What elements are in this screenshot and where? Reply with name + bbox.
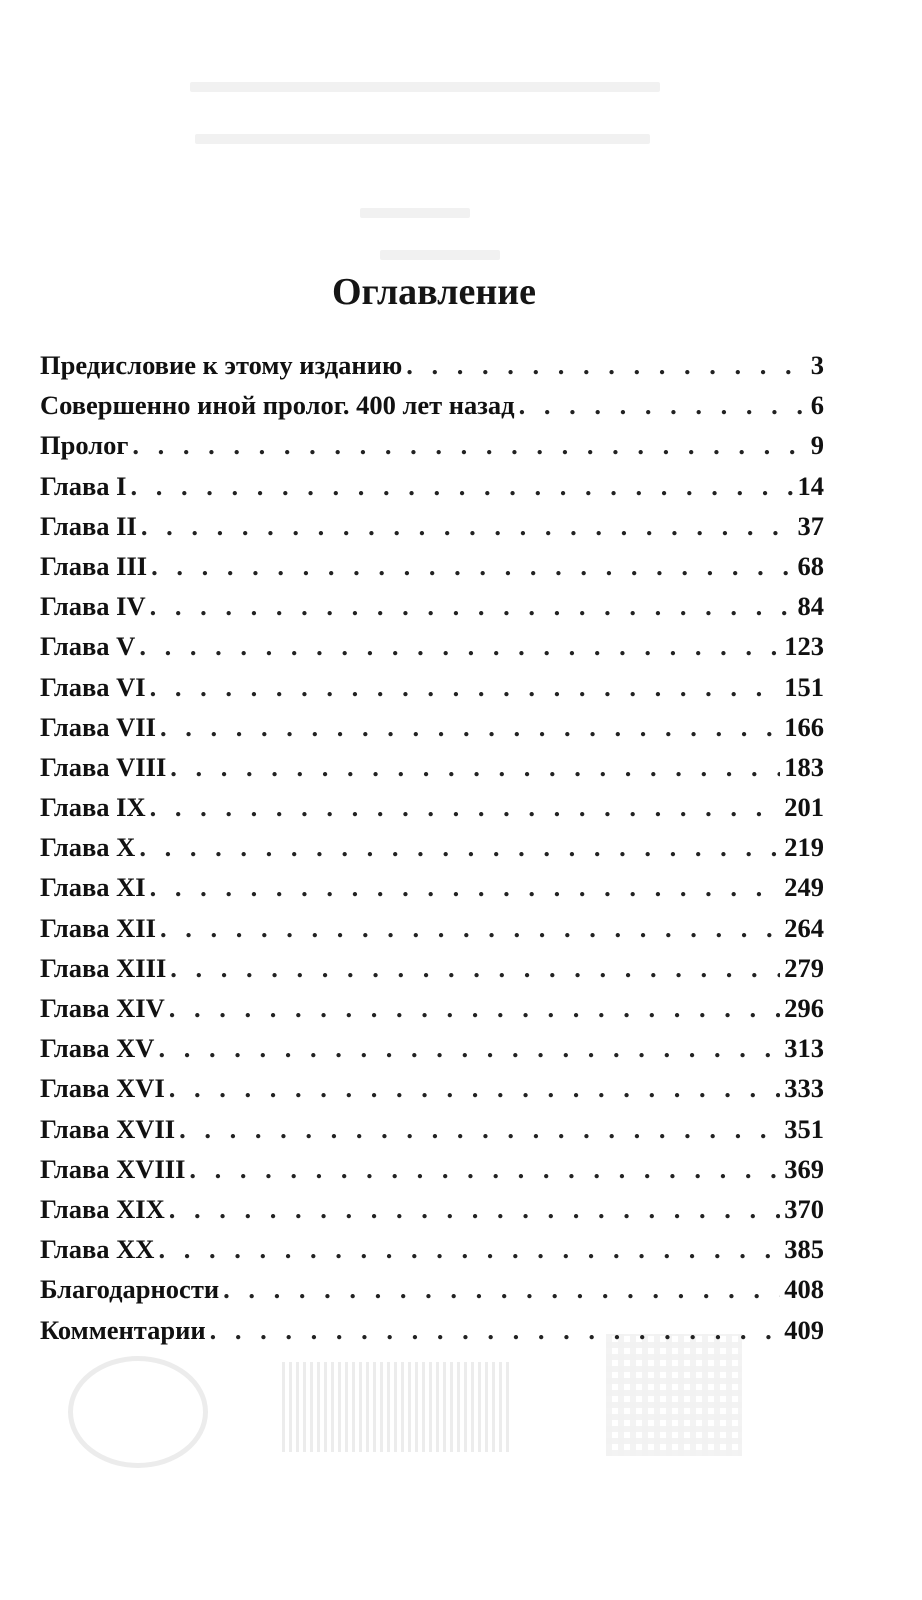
toc-entry-label: Глава XVI	[40, 1073, 165, 1104]
toc-leader-dots	[150, 667, 781, 707]
toc-leader-dots	[151, 546, 793, 586]
toc-entry-page-number: 385	[784, 1234, 824, 1265]
toc-entry	[40, 867, 824, 907]
toc-entry-page-number: 279	[784, 952, 824, 983]
toc-entry	[40, 385, 824, 425]
toc-entry-page-number: 264	[784, 912, 824, 943]
toc-entry	[40, 667, 824, 707]
toc-entry-page-number: 84	[797, 591, 824, 622]
toc-entry	[40, 425, 824, 465]
toc-leader-dots	[158, 1229, 780, 1269]
toc-entry	[40, 1269, 824, 1309]
toc-entry-page-number: 370	[784, 1193, 824, 1224]
toc-entry	[40, 1189, 824, 1229]
toc-leader-dots	[141, 506, 794, 546]
toc-entry-page-number: 201	[784, 792, 824, 823]
toc-entry	[40, 1229, 824, 1269]
toc-list	[40, 345, 824, 1350]
toc-entry-page-number: 351	[784, 1113, 824, 1144]
toc-leader-dots	[189, 1149, 780, 1189]
toc-entry-page-number: 408	[784, 1274, 824, 1305]
toc-leader-dots	[179, 1109, 780, 1149]
toc-leader-dots	[160, 707, 780, 747]
toc-entry	[40, 948, 824, 988]
toc-entry-page-number: 409	[784, 1314, 824, 1345]
toc-entry-page-number: 296	[784, 993, 824, 1023]
toc-entry-page-number: 6	[810, 390, 824, 421]
toc-leader-dots	[223, 1269, 780, 1309]
toc-entry	[40, 626, 824, 666]
show-through-line	[195, 134, 650, 144]
toc-entry-label: Комментарии	[40, 1314, 206, 1345]
toc-entry-label: Глава XIX	[40, 1193, 165, 1224]
toc-entry-page-number: 219	[784, 832, 824, 863]
toc-leader-dots	[169, 1068, 780, 1108]
toc-entry	[40, 707, 824, 747]
toc-entry-label: Глава XIII	[40, 952, 167, 983]
toc-leader-dots	[158, 1028, 780, 1068]
toc-entry-label: Благодарности	[40, 1274, 220, 1305]
toc-entry-label: Пролог	[40, 430, 129, 461]
toc-entry-page-number: 37	[797, 510, 824, 541]
toc-leader-dots	[132, 425, 806, 465]
toc-entry-label: Глава XIV	[40, 993, 165, 1023]
toc-leader-dots	[210, 1310, 781, 1350]
toc-entry-page-number: 123	[784, 631, 824, 662]
toc-entry-label: Глава I	[40, 470, 127, 501]
show-through-barcode	[282, 1362, 510, 1452]
toc-entry	[40, 586, 824, 626]
toc-leader-dots	[170, 747, 780, 787]
toc-entry-label: Глава III	[40, 550, 148, 581]
toc-entry	[40, 908, 824, 948]
show-through-qr-code	[606, 1334, 742, 1456]
toc-entry-label: Глава XV	[40, 1033, 155, 1064]
toc-entry	[40, 747, 824, 787]
toc-entry-page-number: 68	[797, 550, 824, 581]
toc-entry-label: Глава XI	[40, 872, 146, 903]
toc-entry	[40, 506, 824, 546]
toc-entry-page-number: 151	[784, 671, 824, 702]
toc-entry-page-number: 9	[810, 430, 824, 461]
toc-entry	[40, 1068, 824, 1108]
toc-entry-page-number: 14	[797, 470, 824, 501]
toc-entry-page-number: 333	[784, 1073, 824, 1104]
toc-entry-label: Глава XII	[40, 912, 156, 943]
toc-entry-label: Глава V	[40, 631, 136, 662]
toc-leader-dots	[139, 827, 780, 867]
toc-entry	[40, 787, 824, 827]
toc-entry-label: Совершенно иной пролог. 400 лет назад	[40, 390, 515, 421]
toc-leader-dots	[150, 586, 794, 626]
toc-entry	[40, 1149, 824, 1189]
toc-entry	[40, 466, 824, 506]
toc-entry-page-number: 249	[784, 872, 824, 903]
toc-entry	[40, 345, 824, 385]
show-through-line	[360, 208, 470, 218]
show-through-line	[190, 82, 660, 92]
toc-leader-dots	[131, 466, 794, 506]
toc-leader-dots	[169, 1189, 780, 1229]
toc-entry-label: Глава II	[40, 510, 137, 541]
toc-leader-dots	[519, 385, 807, 425]
toc-leader-dots	[150, 867, 781, 907]
toc-leader-dots	[406, 345, 807, 385]
toc-entry-label: Глава XVIII	[40, 1153, 186, 1184]
toc-entry	[40, 988, 824, 1028]
toc-entry	[40, 1310, 824, 1350]
toc-entry-label: Глава XX	[40, 1234, 155, 1265]
toc-title: Оглавление	[331, 271, 537, 313]
toc-leader-dots	[160, 908, 780, 948]
toc-entry-label: Глава VII	[40, 711, 156, 742]
toc-entry	[40, 1028, 824, 1068]
show-through-age-rating	[68, 1356, 208, 1468]
toc-entry-page-number: 369	[784, 1153, 824, 1184]
toc-entry	[40, 827, 824, 867]
toc-entry-label: Глава IV	[40, 591, 146, 622]
toc-leader-dots	[169, 988, 780, 1028]
toc-entry	[40, 1109, 824, 1149]
toc-entry-label: Предисловие к этому изданию	[40, 350, 403, 380]
toc-leader-dots	[139, 626, 780, 666]
toc-entry-page-number: 166	[784, 711, 824, 742]
toc-entry-label: Глава XVII	[40, 1113, 176, 1144]
toc-entry-page-number: 313	[784, 1033, 824, 1064]
toc-entry-label: Глава VIII	[40, 751, 167, 782]
toc-entry-label: Глава X	[40, 832, 136, 863]
toc-leader-dots	[170, 948, 780, 988]
toc-entry-page-number: 183	[784, 751, 824, 782]
toc-entry-label: Глава VI	[40, 671, 146, 702]
show-through-line	[380, 250, 500, 260]
toc-entry-page-number: 3	[810, 350, 824, 380]
toc-leader-dots	[150, 787, 781, 827]
toc-entry-label: Глава IX	[40, 792, 146, 823]
toc-entry	[40, 546, 824, 586]
